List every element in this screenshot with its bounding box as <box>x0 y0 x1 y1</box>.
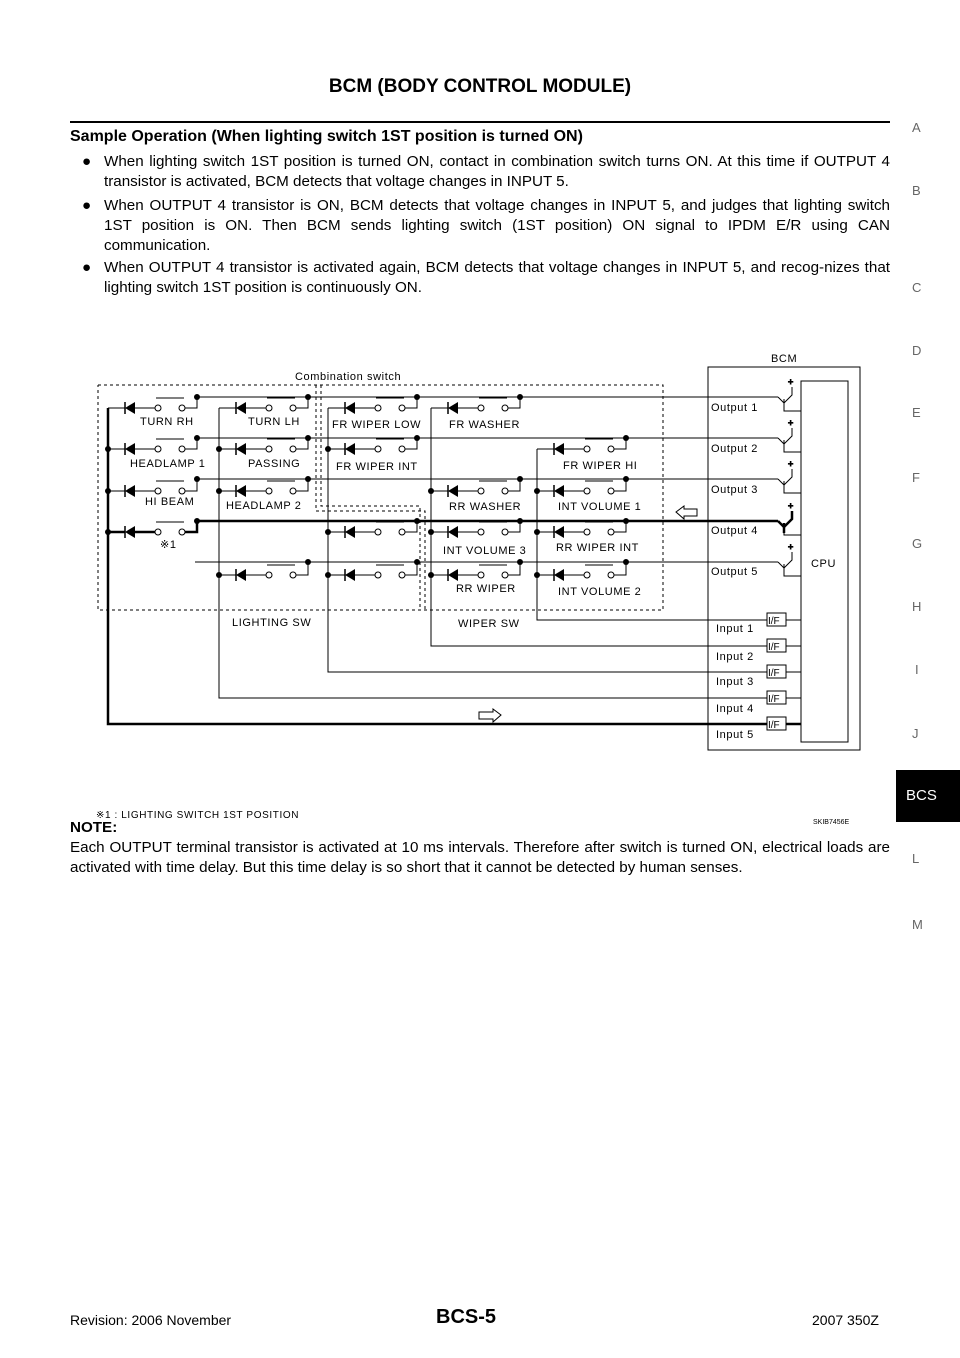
wire <box>108 408 768 724</box>
junction-dot <box>305 476 311 482</box>
wiring-diagram <box>0 340 960 840</box>
bullet-icon: ● <box>82 153 92 170</box>
junction-dot <box>623 559 629 565</box>
diode-icon <box>448 402 458 414</box>
switch-label: PASSING <box>248 458 301 470</box>
input-label: Input 3 <box>716 676 754 688</box>
diode-icon <box>448 526 458 538</box>
arrow-left-icon <box>676 506 697 519</box>
figure-id: SKIB7456E <box>813 819 850 826</box>
output-label: Output 5 <box>711 566 758 578</box>
wire <box>778 438 784 444</box>
diode-icon <box>554 443 564 455</box>
switch-contact-icon <box>155 529 161 535</box>
diode-icon <box>554 569 564 581</box>
bullet-text: When lighting switch 1ST position is turned ON, contact in combination switch turns ON. At this time if OUTPUT 4 transistor is activated, BCM detects that voltage changes in INPUT 5. <box>104 153 890 190</box>
junction-dot <box>623 518 629 524</box>
switch-label: RR WIPER <box>456 583 516 595</box>
index-tab-d[interactable]: D <box>912 343 922 358</box>
note-text: Each OUTPUT terminal transistor is activated at 10 ms intervals. Therefore after switch is turned ON, electrical loads are activated with time delay. But this time delay is so short that it cannot be detected by human senses. <box>70 839 890 876</box>
junction-dot <box>305 559 311 565</box>
junction-dot <box>623 435 629 441</box>
switch-label: FR WIPER HI <box>563 460 638 472</box>
switch-contact-icon <box>478 488 484 494</box>
plus-sign: + <box>788 542 794 552</box>
switch-contact-icon <box>399 572 405 578</box>
note-title: NOTE: <box>70 819 118 836</box>
cpu-label: CPU <box>811 558 837 570</box>
switch-contact-icon <box>290 572 296 578</box>
wire <box>778 479 784 485</box>
diode-icon <box>448 569 458 581</box>
switch-contact-icon <box>266 488 272 494</box>
input-label: Input 1 <box>716 623 754 635</box>
interface-label: I/F <box>768 694 780 705</box>
index-tab-bcs-active[interactable]: BCS <box>896 770 960 822</box>
junction-dot <box>305 435 311 441</box>
diode-icon <box>125 443 135 455</box>
interface-label: I/F <box>768 668 780 679</box>
switch-contact-icon <box>179 405 185 411</box>
wire <box>784 552 792 568</box>
input-label: Input 5 <box>716 729 754 741</box>
diode-icon <box>236 485 246 497</box>
output-label: Output 1 <box>711 402 758 414</box>
switch-contact-icon <box>478 529 484 535</box>
switch-contact-icon <box>375 572 381 578</box>
junction-dot <box>623 476 629 482</box>
bullet-icon: ● <box>82 197 92 214</box>
junction-dot <box>414 518 420 524</box>
switch-label: INT VOLUME 1 <box>558 501 642 513</box>
junction-dot <box>194 476 200 482</box>
index-tab-b[interactable]: B <box>912 183 921 198</box>
switch-label: FR WASHER <box>449 419 520 431</box>
wire <box>784 448 801 452</box>
junction-dot <box>517 559 523 565</box>
switch-contact-icon <box>266 446 272 452</box>
interface-label: I/F <box>768 642 780 653</box>
output-label: Output 2 <box>711 443 758 455</box>
diode-icon <box>236 402 246 414</box>
index-tab-e[interactable]: E <box>912 405 921 420</box>
wire <box>784 387 792 403</box>
switch-contact-icon <box>502 529 508 535</box>
diode-icon <box>345 526 355 538</box>
wire <box>784 489 801 493</box>
input-label: Input 2 <box>716 651 754 663</box>
bullet-icon: ● <box>82 259 92 276</box>
index-tab-f[interactable]: F <box>912 470 920 485</box>
switch-contact-icon <box>375 529 381 535</box>
switch-label: TURN LH <box>248 416 300 428</box>
revision: Revision: 2006 November <box>70 1312 232 1328</box>
diode-icon <box>125 485 135 497</box>
bullet-text: When OUTPUT 4 transistor is activated again, BCM detects that voltage changes in INPUT 5, and recog-nizes that lighting switch 1ST position is continuously ON. <box>104 259 890 296</box>
bullet-text: When OUTPUT 4 transistor is ON, BCM detects that voltage changes in INPUT 5, and judges that lighting switch 1ST position is ON. Then BCM sends lighting switch (1ST position) ON signal to IPDM E/R using CAN communication. <box>104 197 890 254</box>
junction-dot <box>194 518 200 524</box>
junction-dot <box>517 476 523 482</box>
switch-contact-icon <box>399 529 405 535</box>
switch-label: RR WIPER INT <box>556 542 639 554</box>
switch-label: INT VOLUME 2 <box>558 586 642 598</box>
switch-label: FR WIPER INT <box>336 461 418 473</box>
switch-contact-icon <box>179 529 185 535</box>
switch-contact-icon <box>608 488 614 494</box>
junction-dot <box>194 435 200 441</box>
diode-icon <box>448 485 458 497</box>
index-tab-a[interactable]: A <box>912 120 921 135</box>
diode-icon <box>125 526 135 538</box>
switch-contact-icon <box>584 446 590 452</box>
switch-contact-icon <box>478 405 484 411</box>
junction-dot <box>414 394 420 400</box>
output-label: Output 4 <box>711 525 758 537</box>
switch-contact-icon <box>266 572 272 578</box>
switch-contact-icon <box>375 405 381 411</box>
index-tab-c[interactable]: C <box>912 280 922 295</box>
switch-label: RR WASHER <box>449 501 522 513</box>
page-number: BCS-5 <box>436 1306 497 1328</box>
output-label: Output 3 <box>711 484 758 496</box>
switch-contact-icon <box>502 488 508 494</box>
junction-dot <box>194 394 200 400</box>
switch-contact-icon <box>290 405 296 411</box>
switch-contact-icon <box>584 529 590 535</box>
junction-dot <box>414 435 420 441</box>
footnote: ※1 : LIGHTING SWITCH 1ST POSITION <box>96 810 300 821</box>
junction-dot <box>517 518 523 524</box>
switch-label: ※1 <box>160 539 177 551</box>
switch-contact-icon <box>502 572 508 578</box>
switch-contact-icon <box>290 446 296 452</box>
switch-label: FR WIPER LOW <box>332 419 422 431</box>
junction-dot <box>414 559 420 565</box>
switch-contact-icon <box>155 405 161 411</box>
bullet-item <box>82 152 890 192</box>
index-tab-i[interactable]: I <box>915 662 919 677</box>
diode-icon <box>345 402 355 414</box>
switch-contact-icon <box>399 446 405 452</box>
wire <box>784 407 801 411</box>
switch-contact-icon <box>608 529 614 535</box>
wire <box>778 397 784 403</box>
switch-contact-icon <box>478 572 484 578</box>
switch-label: TURN RH <box>140 416 194 428</box>
junction-dot <box>517 394 523 400</box>
plus-sign: + <box>788 418 794 428</box>
switch-contact-icon <box>179 446 185 452</box>
wire <box>784 428 792 444</box>
wire <box>784 531 801 535</box>
switch-contact-icon <box>290 488 296 494</box>
wire <box>784 572 801 576</box>
switch-contact-icon <box>584 572 590 578</box>
wire <box>784 469 792 485</box>
diode-icon <box>125 402 135 414</box>
model: 2007 350Z <box>812 1312 879 1328</box>
index-tab-h[interactable]: H <box>912 599 922 614</box>
diode-icon <box>236 443 246 455</box>
index-tab-l[interactable]: L <box>912 851 920 866</box>
switch-label: HEADLAMP 1 <box>130 458 206 470</box>
index-tab-g[interactable]: G <box>912 536 923 551</box>
switch-contact-icon <box>179 488 185 494</box>
bcm-label: BCM <box>771 353 798 365</box>
arrow-right-icon <box>479 709 501 722</box>
interface-label: I/F <box>768 616 780 627</box>
section-title: Sample Operation (When lighting switch 1ST position is turned ON) <box>70 128 583 145</box>
header-rule <box>70 121 890 123</box>
plus-sign: + <box>788 501 794 511</box>
switch-contact-icon <box>155 488 161 494</box>
junction-dot <box>305 394 311 400</box>
lighting-sw-label: LIGHTING SW <box>232 617 312 629</box>
bullet-item <box>82 196 890 256</box>
switch-contact-icon <box>266 405 272 411</box>
switch-contact-icon <box>502 405 508 411</box>
switch-label: HI BEAM <box>145 496 195 508</box>
combination-switch-label: Combination switch <box>295 371 402 383</box>
interface-label: I/F <box>768 720 780 731</box>
note <box>70 818 890 878</box>
plus-sign: + <box>788 377 794 387</box>
page-header: BCM (BODY CONTROL MODULE) <box>328 76 632 97</box>
diode-icon <box>236 569 246 581</box>
wiper-sw-label: WIPER SW <box>458 618 520 630</box>
switch-contact-icon <box>584 488 590 494</box>
switch-contact-icon <box>399 405 405 411</box>
index-tab-m[interactable]: M <box>912 917 923 932</box>
bullet-item <box>82 258 890 298</box>
diode-icon <box>554 526 564 538</box>
switch-label: INT VOLUME 3 <box>443 545 527 557</box>
wire <box>778 562 784 568</box>
wire <box>328 408 768 672</box>
switch-contact-icon <box>608 572 614 578</box>
diode-icon <box>345 443 355 455</box>
wire <box>784 511 792 527</box>
plus-sign: + <box>788 459 794 469</box>
switch-contact-icon <box>375 446 381 452</box>
input-label: Input 4 <box>716 703 754 715</box>
switch-label: HEADLAMP 2 <box>226 500 302 512</box>
index-tab-j[interactable]: J <box>912 726 919 741</box>
diode-icon <box>345 569 355 581</box>
switch-contact-icon <box>155 446 161 452</box>
diode-icon <box>554 485 564 497</box>
switch-contact-icon <box>608 446 614 452</box>
